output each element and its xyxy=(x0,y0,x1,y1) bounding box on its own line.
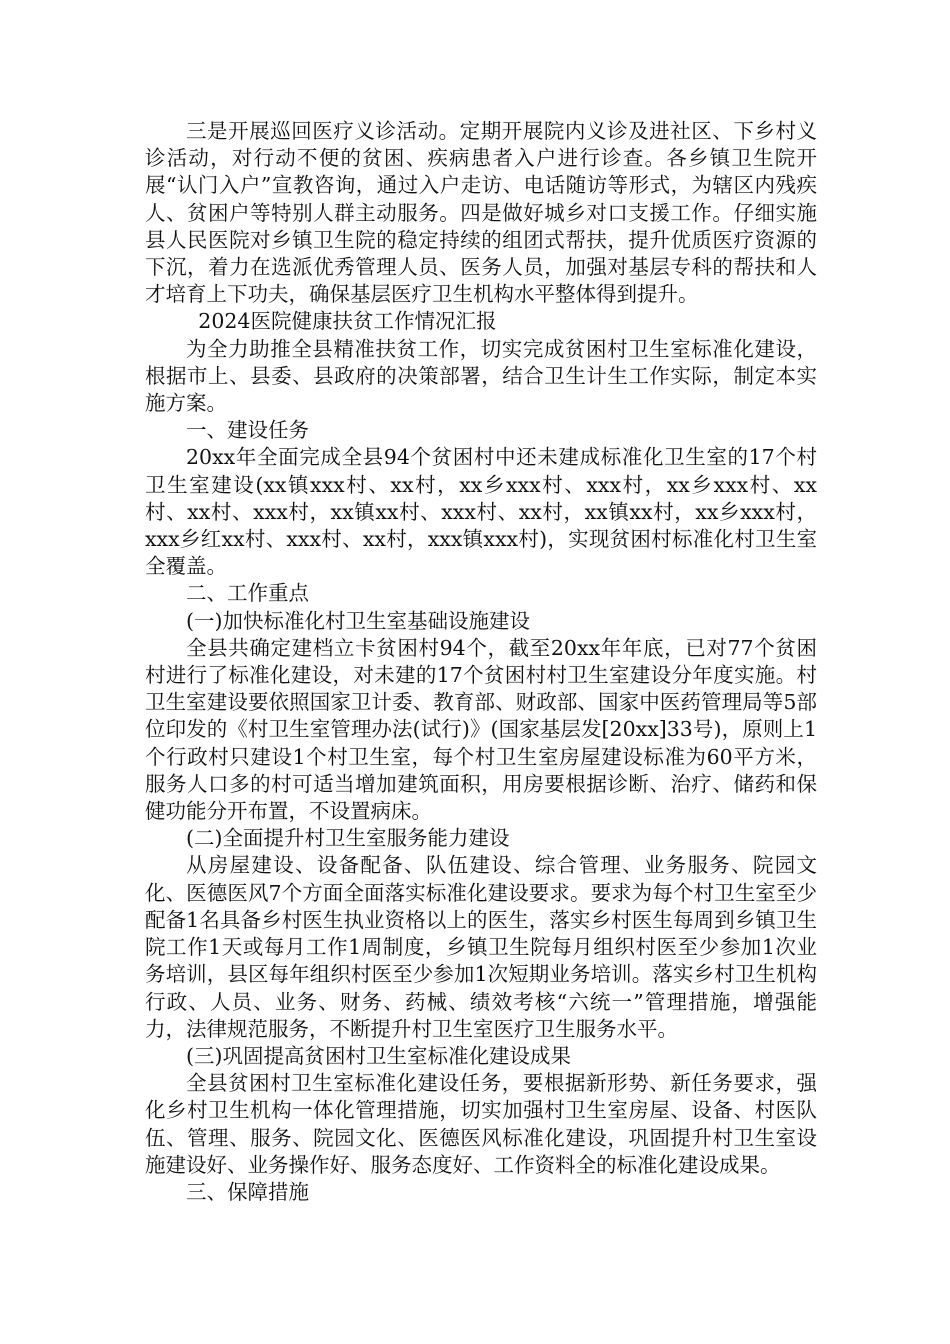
paragraph-service-capacity: 从房屋建设、设备配备、队伍建设、综合管理、业务服务、院园文化、医德医风7个方面全面落实标准化建设要求。要求为每个村卫生室至少配备1名具备乡村医生执业资格以上的医生，落实乡村医生每周到乡镇卫生院工作1天或每月工作1周制度，乡镇卫生院每月组织村医至少参加1次业务培训，县区每年组织村医至少参加1次短期业务培训。落实乡村卫生机构行政、人员、业务、财务、药械、绩效考核“六统一”管理措施，增强能力，法律规范服务，不断提升村卫生室医疗卫生服务水平。 xyxy=(145,853,817,1041)
paragraph-outreach-clinics: 三是开展巡回医疗义诊活动。定期开展院内义诊及进社区、下乡村义诊活动，对行动不便的贫困、疾病患者入户进行诊查。各乡镇卫生院开展“认门入户”宣教咨询，通过入户走访、电话随访等形式，为辖区内残疾人、贫困户等特别人群主动服务。四是做好城乡对口支援工作。仔细实施县人民医院对乡镇卫生院的稳定持续的组团式帮扶，提升优质医疗资源的下沉，着力在选派优秀管理人员、医务人员，加强对基层专科的帮扶和人才培育上下功夫，确保基层医疗卫生机构水平整体得到提升。 xyxy=(145,119,817,307)
paragraph-infrastructure: 全县共确定建档立卡贫困村94个，截至20xx年年底，已对77个贫困村进行了标准化建设，对未建的17个贫困村村卫生室建设分年度实施。村卫生室建设要依照国家卫计委、教育部、财政部、国家中医药管理局等5部位印发的《村卫生室管理办法(试行)》(国家基层发[20xx]33号)，原则上1个行政村只建设1个村卫生室，每个村卫生室房屋建设标准为60平方米，服务人口多的村可适当增加建筑面积，用房要根据诊断、治疗、储药和保健功能分开布置，不设置病床。 xyxy=(145,635,817,824)
paragraph-construction-tasks: 20xx年全面完成全县94个贫困村中还未建成标准化卫生室的17个村卫生室建设(xx镇xxx村、xx村，xx乡xxx村、xxx村，xx乡xxx村、xx村、xx村、xxx村，xx镇xx村、xxx村、xx村，xx镇xx村，xx乡xxx村，xxx乡红xx村、xxx村、xx村，xxx镇xxx村)，实现贫困村标准化村卫生室全覆盖。 xyxy=(145,445,817,579)
report-title: 2024医院健康扶贫工作情况汇报 xyxy=(198,309,497,334)
paragraph-intro: 为全力助推全县精准扶贫工作，切实完成贫困村卫生室标准化建设，根据市上、县委、县政府的决策部署，结合卫生计生工作实际，制定本实施方案。 xyxy=(145,336,817,416)
section-heading-work-focus: 二、工作重点 xyxy=(186,581,309,606)
section-heading-construction-tasks: 一、建设任务 xyxy=(186,418,309,443)
subheading-infrastructure: (一)加快标准化村卫生室基础设施建设 xyxy=(186,608,530,633)
subheading-service-capacity: (二)全面提升村卫生室服务能力建设 xyxy=(186,826,510,851)
subheading-consolidate-results: (三)巩固提高贫困村卫生室标准化建设成果 xyxy=(186,1043,571,1068)
paragraph-consolidate-results: 全县贫困村卫生室标准化建设任务，要根据新形势、新任务要求，强化乡村卫生机构一体化管理措施，切实加强村卫生室房屋、设备、村医队伍、管理、服务、院园文化、医德医风标准化建设，巩固提升村卫生室设施建设好、业务操作好、服务态度好、工作资料全的标准化建设成果。 xyxy=(145,1071,817,1177)
section-heading-safeguards: 三、保障措施 xyxy=(186,1179,309,1204)
document-body xyxy=(145,118,817,1206)
